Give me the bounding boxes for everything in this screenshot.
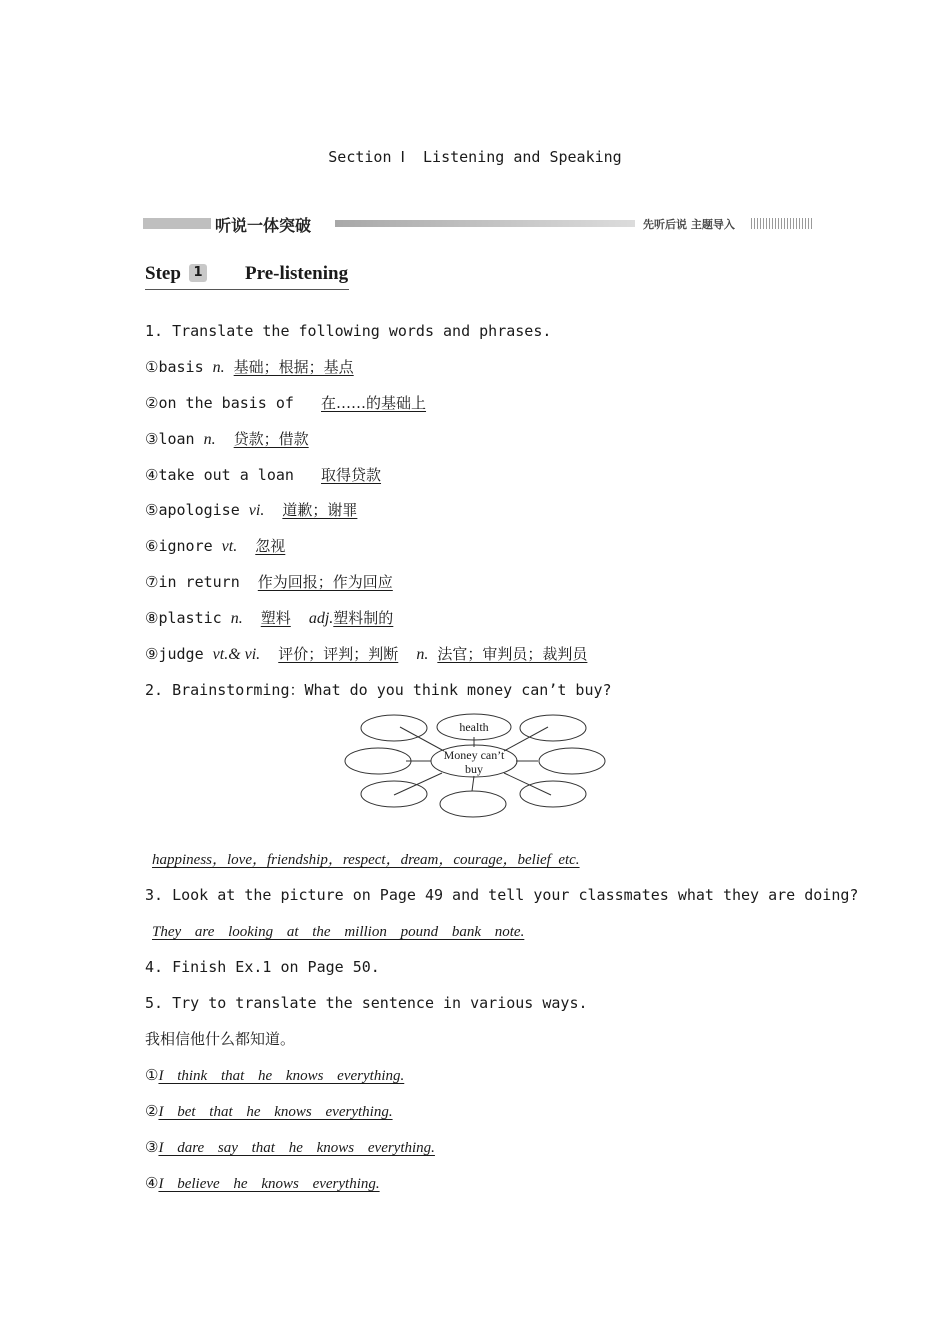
vocab-item: ②on the basis of 在……的基础上 [145, 394, 427, 412]
vocab-item: ⑦in return 作为回报；作为回应 [145, 573, 393, 591]
brainstorm-mind-map [340, 711, 612, 823]
empty-node [361, 781, 427, 807]
connector-line [400, 727, 444, 751]
translation-answer: ④I believe he knows everything. [145, 1174, 380, 1192]
connector-line [472, 776, 474, 791]
empty-node [520, 781, 586, 807]
banner-bar-right [751, 218, 814, 229]
translation-answer: ②I bet that he knows everything. [145, 1102, 393, 1120]
vocab-item: ⑥ignore vt. 忽视 [145, 537, 286, 555]
q1-prompt: 1. Translate the following words and phrases. [145, 322, 552, 340]
vocab-item: ③loan n. 贷款；借款 [145, 430, 309, 448]
vocab-answer: 忽视 [255, 537, 286, 555]
empty-node [361, 715, 427, 741]
q5-chinese-sentence: 我相信他什么都知道。 [145, 1030, 296, 1048]
connector-line [504, 727, 548, 751]
connector-line [394, 773, 442, 795]
empty-node [440, 791, 506, 817]
step-title: Pre-listening [245, 263, 349, 284]
section-title: Section Ⅰ Listening and Speaking [328, 148, 622, 166]
translation-answer: ①I think that he knows everything. [145, 1066, 405, 1084]
vocab-answer: 评价；评判；判断 [278, 645, 399, 663]
vocab-answer: 基础；根据；基点 [233, 358, 354, 376]
section-banner [143, 213, 814, 235]
banner-right-text: 先听后说 主题导入 [643, 218, 735, 231]
empty-node [520, 715, 586, 741]
vocab-item: ④take out a loan 取得贷款 [145, 466, 382, 484]
step-heading [145, 262, 349, 290]
vocab-answer: 贷款；借款 [233, 430, 309, 448]
vocab-answer: 取得贷款 [321, 466, 382, 484]
center-label-line2: buy [465, 762, 483, 776]
vocab-answer: 塑料制的 [333, 609, 394, 627]
vocab-answer: 法官；审判员；裁判员 [437, 645, 588, 663]
vocab-item: ①basis n. 基础；根据；基点 [145, 358, 354, 376]
vocab-item: ⑨judge vt.& vi. 评价；评判；判断 n. 法官；审判员；裁判员 [145, 645, 588, 663]
health-label: health [459, 720, 489, 734]
vocab-answer: 在……的基础上 [321, 394, 427, 412]
vocab-item: ⑤apologise vi. 道歉；谢罪 [145, 501, 358, 519]
connector-line [504, 773, 551, 795]
banner-bar-middle [335, 220, 635, 227]
q3-prompt: 3. Look at the picture on Page 49 and tell your classmates what they are doing? [145, 886, 859, 904]
q4-prompt: 4. Finish Ex.1 on Page 50. [145, 958, 380, 976]
empty-node [345, 748, 411, 774]
banner-bar-left [143, 218, 211, 229]
empty-node [539, 748, 605, 774]
vocab-answer: 道歉；谢罪 [282, 501, 358, 519]
step-number-badge: 1 [189, 264, 207, 282]
vocab-answer: 作为回报；作为回应 [257, 573, 393, 591]
vocab-answer: 塑料 [260, 609, 291, 627]
vocab-item: ⑧plastic n. 塑料 adj.塑料制的 [145, 609, 394, 627]
q2-answer: happiness，love，friendship，respect，dream，courage，belief etc. [152, 852, 580, 868]
translation-answer: ③I dare say that he knows everything. [145, 1138, 435, 1156]
banner-title: 听说一体突破 [215, 216, 312, 235]
center-label-line1: Money can’t [443, 748, 505, 762]
q2-prompt: 2. Brainstorming：What do you think money can’t buy? [145, 681, 612, 699]
step-word: Step [145, 263, 181, 284]
q3-answer: They are looking at the million pound bank note. [152, 924, 525, 940]
q5-prompt: 5. Try to translate the sentence in various ways. [145, 994, 588, 1012]
